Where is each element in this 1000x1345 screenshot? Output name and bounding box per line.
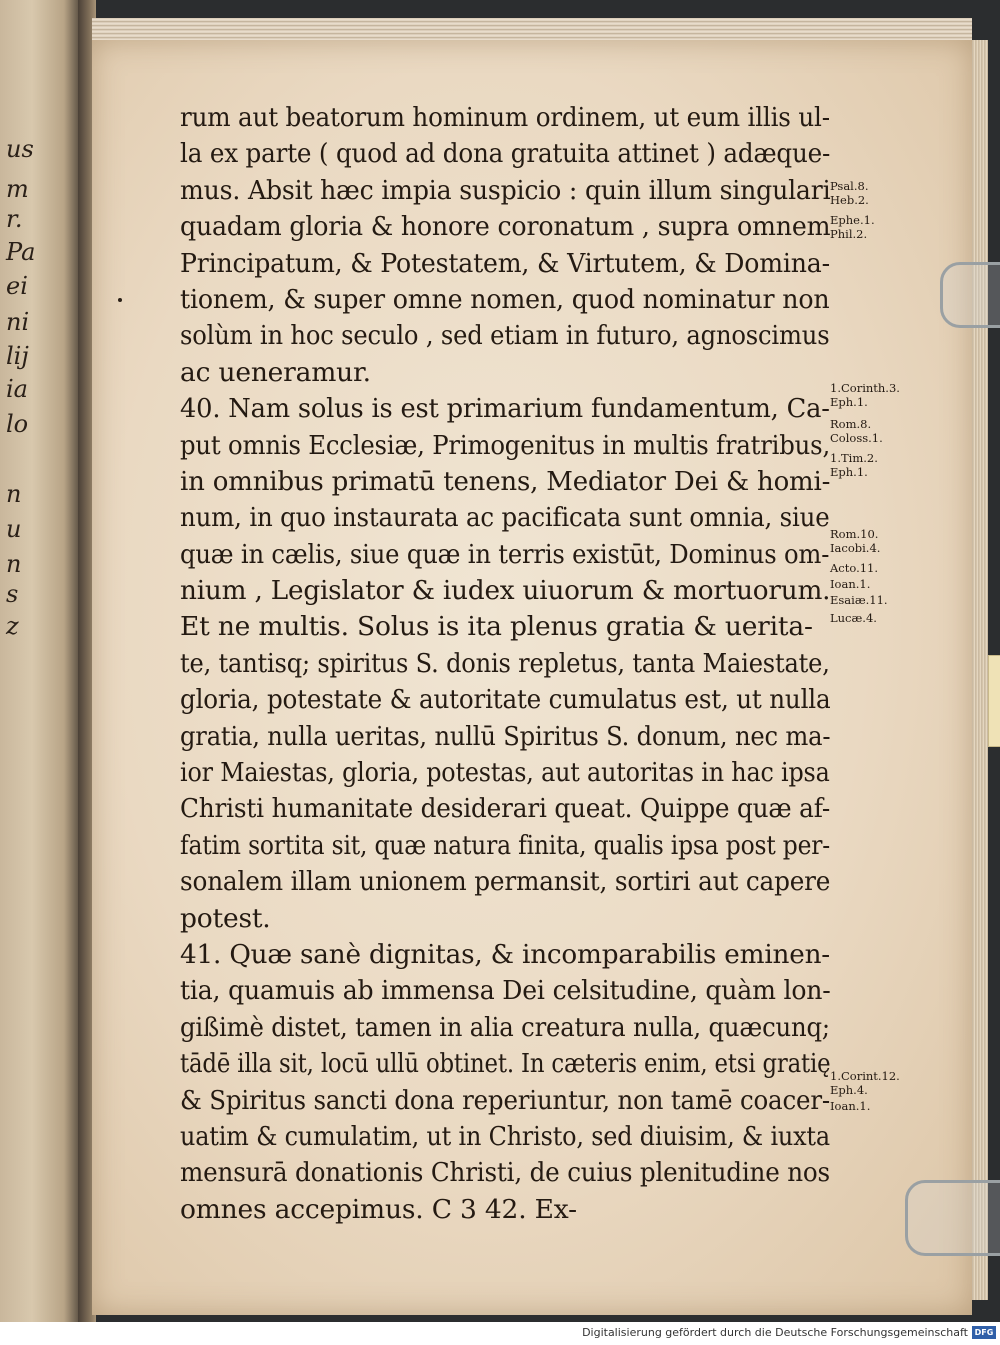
left-fragment: ni (6, 308, 30, 336)
margin-note: Ioan.1. (830, 1099, 871, 1113)
left-fragment: ia (6, 375, 28, 403)
left-fragment: r. (6, 205, 23, 233)
dfg-logo: DFG (972, 1326, 996, 1339)
text-line: quadam gloria & honore coronatum , supra omnem (180, 211, 831, 243)
margin-note: Ioan.1. (830, 577, 871, 591)
footer-credit: Digitalisierung gefördert durch die Deutsche Forschungsgemeinschaft (582, 1326, 968, 1339)
text-line: Principatum, & Potestatem, & Virtutem, & Domina- (180, 247, 830, 279)
text-line: tionem, & super omne nomen, quod nominatur non (180, 283, 830, 315)
page-clip-bottom (905, 1180, 1000, 1256)
margin-note: Eph.4. (830, 1083, 868, 1097)
margin-note: Eph.1. (830, 395, 868, 409)
margin-note: 1.Corint.12. (830, 1069, 900, 1083)
left-fragment: s (6, 580, 19, 608)
text-line: num, in quo instaurata ac pacificata sunt omnia, siue (180, 502, 830, 534)
text-line: ac ueneramur. (180, 356, 371, 388)
margin-note: Heb.2. (830, 193, 869, 207)
margin-note: Rom.10. (830, 527, 879, 541)
left-fragment: ei (6, 272, 28, 300)
text-line: & Spiritus sancti dona reperiuntur, non tamē coacer- (180, 1084, 830, 1116)
text-line: tādē illa sit, locū ullū obtinet. In cæteris enim, etsi gratię (180, 1048, 831, 1080)
text-line: in omnibus primatū tenens, Mediator Dei & homi- (180, 465, 831, 497)
ink-mark (118, 298, 122, 302)
margin-note: 1.Corinth.3. (830, 381, 900, 395)
left-fragment: n (6, 550, 22, 578)
text-line: gißimè distet, tamen in alia creatura nulla, quæcunq; (180, 1011, 830, 1043)
margin-note: Eph.1. (830, 465, 868, 479)
margin-note: Lucæ.4. (830, 611, 877, 625)
margin-note: Phil.2. (830, 227, 868, 241)
margin-note: Ephe.1. (830, 213, 875, 227)
left-fragment: u (6, 515, 22, 543)
left-fragment: lij (6, 342, 29, 370)
margin-note: Rom.8. (830, 417, 872, 431)
text-line: sonalem illam unionem permansit, sortiri aut capere (180, 866, 831, 898)
left-page-edge (0, 0, 80, 1322)
page-top-edge (92, 18, 972, 42)
text-line: mus. Absit hæc impia suspicio : quin illum singulari (180, 174, 831, 206)
margin-note: Esaiæ.11. (830, 593, 888, 607)
page-clip-top (940, 262, 1000, 328)
text-line: te, tantisq; spiritus S. donis repletus, tanta Maiestate, (180, 647, 830, 679)
margin-note: Acto.11. (830, 561, 879, 575)
margin-note: Psal.8. (830, 179, 869, 193)
text-line: gratia, nulla ueritas, nullū Spiritus S. donum, nec ma- (180, 720, 831, 752)
text-line: tia, quamuis ab immensa Dei celsitudine, quàm lon- (180, 975, 831, 1007)
margin-note: Coloss.1. (830, 431, 883, 445)
footer-bar (0, 1322, 1000, 1345)
text-line: omnes accepimus. C 3 42. Ex- (180, 1193, 577, 1225)
text-line: nium , Legislator & iudex uiuorum & mortuorum. (180, 575, 831, 607)
left-fragment: lo (6, 410, 29, 438)
text-line: 40. Nam solus is est primarium fundamentum, Ca- (180, 393, 830, 425)
text-line: 41. Quæ sanè dignitas, & incomparabilis eminen- (180, 938, 830, 970)
text-line: Et ne multis. Solus is ita plenus gratia & uerita- (180, 611, 813, 643)
text-line: solùm in hoc seculo , sed etiam in futuro, agnoscimus (180, 320, 830, 352)
left-fragment: us (6, 135, 34, 163)
margin-note: Iacobi.4. (830, 541, 881, 555)
text-line: put omnis Ecclesiæ, Primogenitus in multis fratribus, (180, 429, 831, 461)
left-fragment: z (6, 612, 19, 640)
text-line: uatim & cumulatim, ut in Christo, sed diuisim, & iuxta (180, 1120, 830, 1152)
text-line: gloria, potestate & autoritate cumulatus est, ut nulla (180, 684, 831, 716)
text-line: potest. (180, 902, 271, 934)
text-line: quæ in cælis, siue quæ in terris existūt, Dominus om- (180, 538, 830, 570)
left-fragment: Pa (6, 238, 36, 266)
page-text (180, 100, 830, 1228)
text-line: ior Maiestas, gloria, potestas, aut autoritas in hac ipsa (180, 757, 830, 789)
margin-note: 1.Tim.2. (830, 451, 878, 465)
left-fragment: n (6, 480, 22, 508)
text-line: mensurā donationis Christi, de cuius plenitudine nos (180, 1157, 831, 1189)
text-line: rum aut beatorum hominum ordinem, ut eum illis ul- (180, 102, 830, 133)
page-tab-marker (988, 655, 1000, 747)
left-fragment: m (6, 175, 29, 203)
text-line: Christi humanitate desiderari queat. Quippe quæ af- (180, 793, 831, 825)
text-line: la ex parte ( quod ad dona gratuita attinet ) adæque- (180, 138, 831, 170)
text-line: fatim sortita sit, quæ natura finita, qualis ipsa post per- (180, 829, 831, 861)
